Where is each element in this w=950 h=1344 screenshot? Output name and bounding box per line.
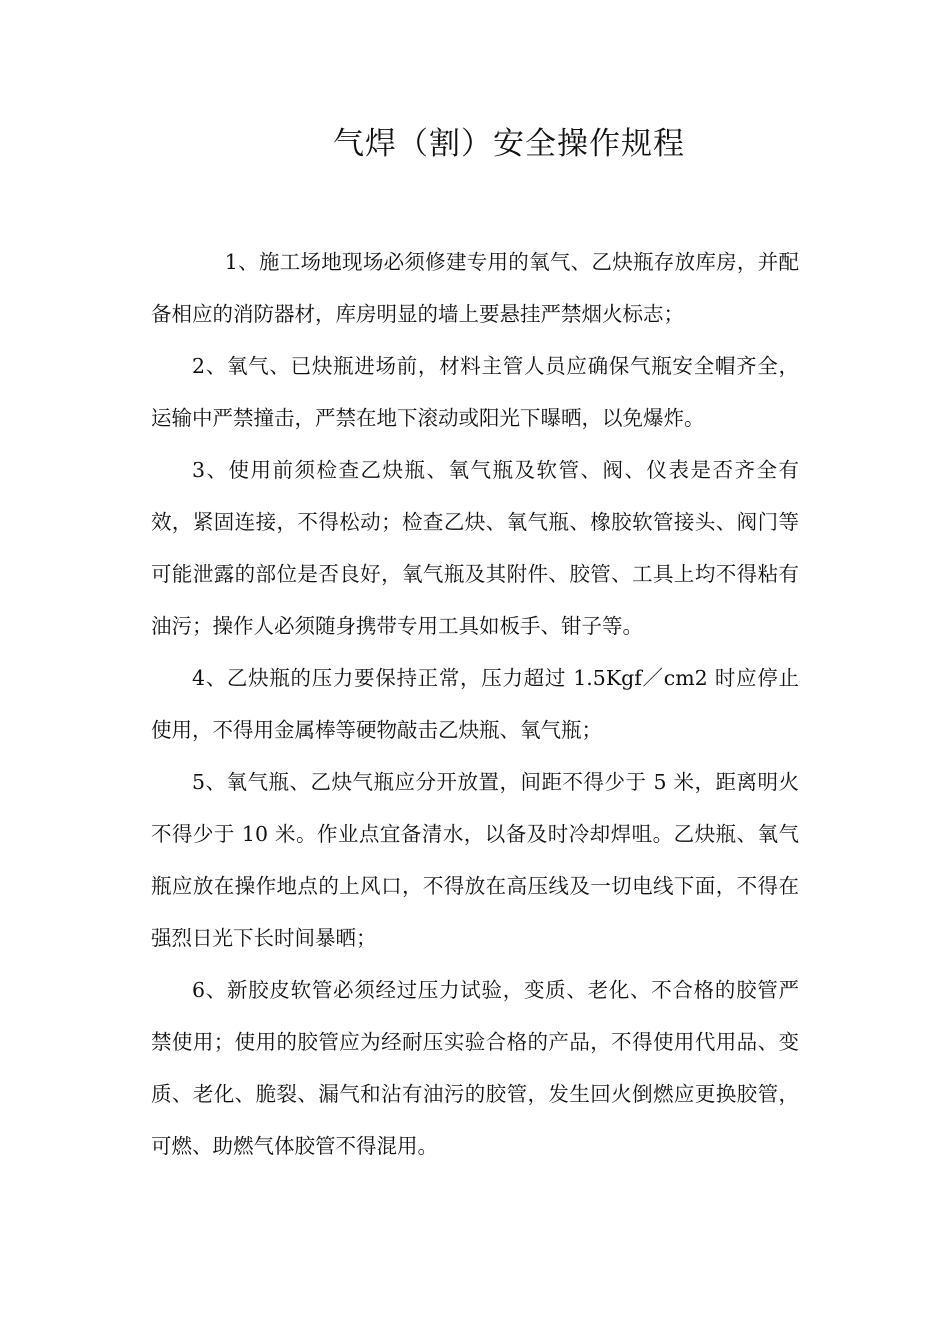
paragraph-3: 3、使用前须检查乙炔瓶、氧气瓶及软管、阀、仪表是否齐全有效，紧固连接，不得松动；检查乙炔、氧气瓶、橡胶软管接头、阀门等可能泄露的部位是否良好，氧气瓶及其附件、胶管、工具上均不得粘有油污；操作人必须随身携带专用工具如板手、钳子等。: [151, 458, 799, 638]
paragraph-6: 6、新胶皮软管必须经过压力试验，变质、老化、不合格的胶管严禁使用；使用的胶管应为经耐压实验合格的产品，不得使用代用品、变质、老化、脆裂、漏气和沾有油污的胶管，发生回火倒燃应更换胶管，可燃、助燃气体胶管不得混用。: [151, 978, 799, 1158]
document-title: 气焊（割）安全操作规程: [333, 126, 685, 162]
paragraph-5: 5、氧气瓶、乙炔气瓶应分开放置，间距不得少于 5 米，距离明火不得少于 10 米。作业点宜备清水，以备及时冷却焊咀。乙炔瓶、氧气瓶应放在操作地点的上风口，不得放在高压线及一切电线下面，不得在强烈日光下长时间暴晒；: [151, 770, 799, 950]
paragraph-2: 2、氧气、已炔瓶进场前，材料主管人员应确保气瓶安全帽齐全，运输中严禁撞击，严禁在地下滚动或阳光下曝晒，以免爆炸。: [151, 354, 799, 430]
paragraph-1: 1、施工场地现场必须修建专用的氧气、乙炔瓶存放库房，并配备相应的消防器材，库房明显的墙上要悬挂严禁烟火标志；: [151, 250, 799, 326]
paragraph-4: 4、乙炔瓶的压力要保持正常，压力超过 1.5Kgf／cm2 时应停止使用，不得用金属棒等硬物敲击乙炔瓶、氧气瓶；: [151, 666, 799, 742]
